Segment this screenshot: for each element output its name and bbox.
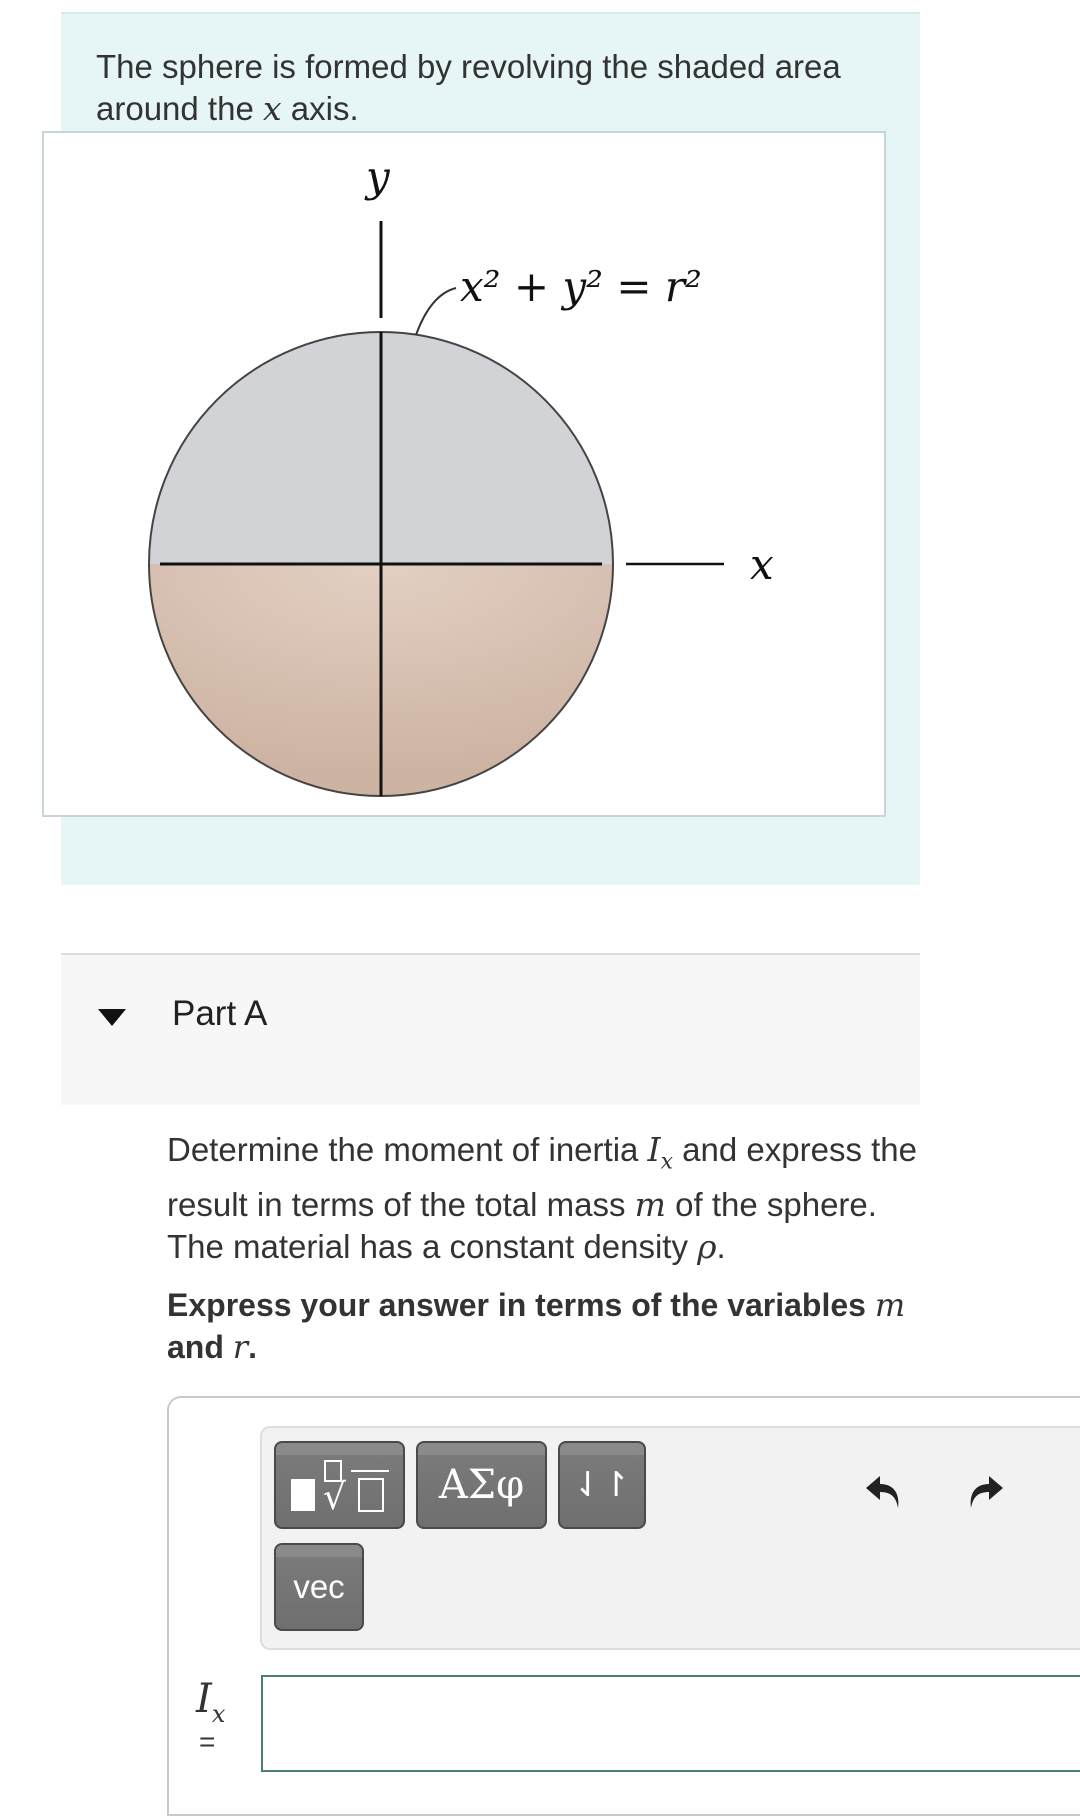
arrows-button[interactable]: ⇃↾ [558,1441,646,1529]
answer-variable-label: $I_x$ [196,1676,226,1728]
undo-icon[interactable] [862,1468,906,1512]
intro-variable: x [262,89,282,128]
question-text: Determine the moment of inertia $I_x$ and express the result in terms of the total mass m of the sphere. The material has a constant density ρ. [167,1130,918,1266]
sphere-figure [42,131,886,817]
equals-sign: = [199,1726,216,1757]
instruction-text: Express your answer in terms of the variables m and r. [167,1286,906,1366]
collapse-arrow-icon[interactable] [98,1009,126,1026]
equation-leader [416,288,456,335]
equation-label: x² + y² = r² [460,262,702,311]
part-title[interactable]: Part A [172,994,268,1033]
x-axis-label: x [750,540,774,589]
vec-button[interactable]: vec [274,1543,364,1631]
sphere-diagram [44,133,884,815]
templates-button[interactable] [274,1441,405,1529]
svg-text:√: √ [322,1477,346,1515]
redo-icon[interactable] [963,1468,1007,1512]
y-axis-label: y [366,152,390,201]
answer-input[interactable] [261,1675,1080,1772]
templates-icon [285,1455,395,1515]
intro-text: The sphere is formed by revolving the shaded area around the x axis. [96,48,841,128]
greek-symbols-button[interactable]: ΑΣφ [416,1441,547,1529]
